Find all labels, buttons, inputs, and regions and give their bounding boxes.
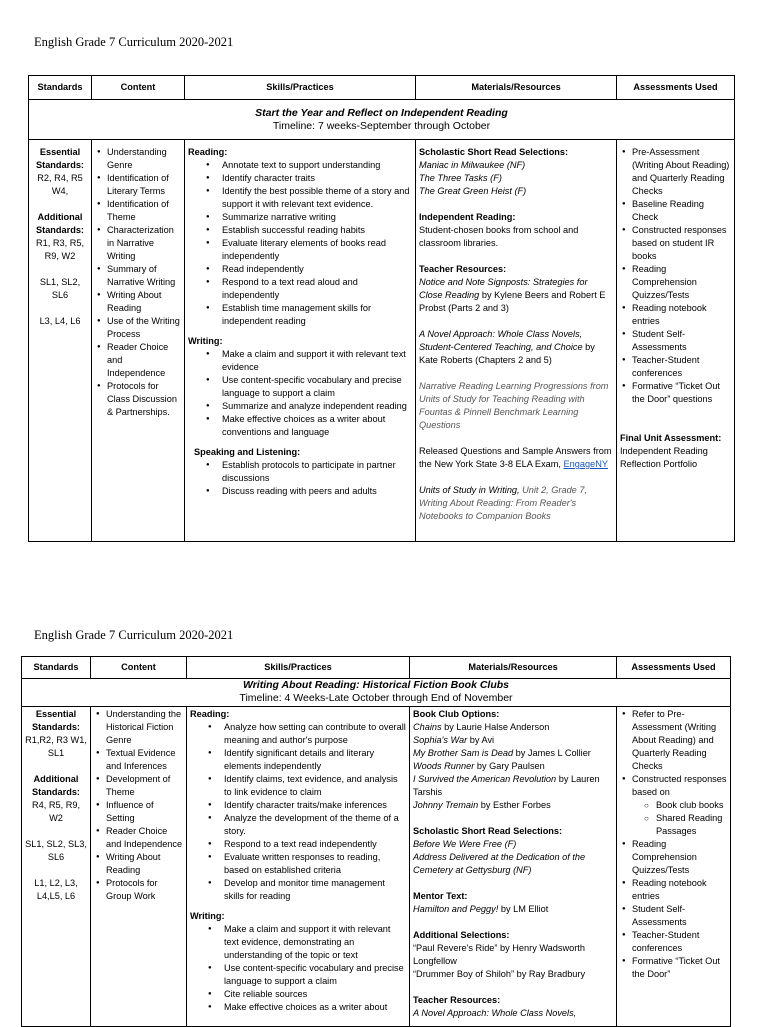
header-assessments: Assessments Used	[617, 657, 731, 679]
content-item: ● Characterization in Narrative Writing	[107, 224, 181, 263]
book-title: Chains	[413, 722, 442, 732]
content-item: ● Understanding the Historical Fiction Genre	[106, 708, 183, 747]
units-study-subtitle: Writing About Reading: From Reader's Notebooks to Companion Books	[419, 498, 577, 521]
book-title: I Survived the American Revolution	[413, 774, 557, 784]
unit-header	[29, 100, 735, 140]
materials-cell	[410, 707, 617, 1027]
skills-cell	[187, 707, 410, 1027]
teacher-resource	[419, 276, 613, 315]
additional-selections-label: Additional Selections:	[413, 930, 510, 940]
book-title: My Brother Sam is Dead	[413, 748, 514, 758]
reading-label: Reading:	[190, 709, 230, 719]
book-title: Johnny Tremain	[413, 800, 479, 810]
curriculum-table-2	[21, 656, 731, 1027]
assessment-item: ● Constructed responses based on student IR books	[632, 224, 731, 263]
header-standards: Standards	[22, 657, 91, 679]
assessment-item: ● Student Self-Assessments	[632, 328, 731, 354]
unit-title: Writing About Reading: Historical Fiction Book Clubs	[243, 679, 509, 691]
resource-author: by Kylene Beers and Robert E Probst (Parts 2 and 3)	[419, 290, 606, 313]
skill-item: ● Analyze the development of the theme of a story.	[224, 812, 406, 838]
skill-item: ● Identify character traits	[222, 172, 412, 185]
skill-item: ● Use content-specific vocabulary and precise language to support a claim	[224, 962, 406, 988]
header-assessments: Assessments Used	[617, 76, 735, 100]
assessment-subitem: ○ Shared Reading Passages	[656, 812, 727, 838]
content-item: ● Reader Choice and Independence	[107, 341, 181, 380]
skill-item: ● Cite reliable sources	[224, 988, 406, 1001]
book-author: by Avi	[467, 735, 495, 745]
essential-standards: R2, R4, R5 W4,	[37, 173, 83, 196]
unit-header	[22, 679, 731, 707]
short-read-label: Scholastic Short Read Selections:	[419, 147, 569, 157]
essential-standards: R1,R2, R3 W1, SL1	[25, 735, 87, 758]
writing-label: Writing:	[188, 336, 223, 346]
content-item: ● Influence of Setting	[106, 799, 183, 825]
additional-standards: R4, R5, R9, W2	[32, 800, 80, 823]
engageny-link[interactable]: EngageNY	[563, 459, 608, 469]
l-standards: L3, L4, L6	[39, 316, 81, 326]
skill-item: ● Identify character traits/make inferences	[224, 799, 406, 812]
skill-item: ● Annotate text to support understanding	[222, 159, 412, 172]
standards-cell	[22, 707, 91, 1027]
skills-cell	[185, 140, 416, 542]
skill-item: ● Establish protocols to participate in partner discussions	[222, 459, 412, 485]
assessment-item: ● Baseline Reading Check	[632, 198, 731, 224]
assessment-item: ● Student Self-Assessments	[632, 903, 727, 929]
assessment-item: ● Refer to Pre-Assessment (Writing About Reading) and Quarterly Reading Checks	[632, 708, 727, 773]
skill-item: ● Summarize and analyze independent reading	[222, 400, 412, 413]
skill-item: ● Make a claim and support it with relevant text evidence, demonstrating an understanding of the topic or text	[224, 923, 406, 962]
book-author: by Esther Forbes	[478, 800, 551, 810]
content-item: ● Writing About Reading	[107, 289, 181, 315]
doc-title-1: English Grade 7 Curriculum 2020-2021	[34, 35, 234, 49]
writing-label: Writing:	[190, 911, 225, 921]
released-text: Released Questions and Sample Answers from the New York State 3-8 ELA Exam,	[419, 446, 612, 469]
resource-title: A Novel Approach: Whole Class Novels, Student-Centered Teaching, and Choice	[419, 329, 583, 352]
skill-item: ● Evaluate written responses to reading, based on established criteria	[224, 851, 406, 877]
book-club-item	[413, 747, 613, 760]
assessment-item: ● Reading Comprehension Quizzes/Tests	[632, 263, 731, 302]
skill-item: ● Use content-specific vocabulary and precise language to support a claim	[222, 374, 412, 400]
mentor-author: by LM Elliot	[498, 904, 549, 914]
units-study-unit: Unit 2, Grade 7,	[519, 485, 588, 495]
book-title: Sophia's War	[413, 735, 468, 745]
skill-item: ● Respond to a text read independently	[224, 838, 406, 851]
unit-timeline: Timeline: 4 Weeks-Late October through End of November	[239, 692, 513, 704]
sl-standards: SL1, SL2, SL6	[39, 277, 81, 300]
units-of-study	[419, 484, 613, 523]
content-item: ● Protocols for Class Discussion & Partnerships.	[107, 380, 181, 419]
short-read-item: The Great Green Heist (F)	[419, 186, 527, 196]
assessment-item: ● Reading notebook entries	[632, 302, 731, 328]
assessments-cell	[617, 707, 731, 1027]
book-club-item	[413, 799, 613, 812]
unit-title: Start the Year and Reflect on Independent Reading	[255, 106, 508, 119]
progressions-text: Narrative Reading Learning Progressions from Units of Study for Teaching Reading with Fountas & Pinnell Benchmark Learning Questions	[419, 381, 609, 430]
sl-standards: SL1, SL2, SL3, SL6	[25, 839, 87, 862]
skill-item: ● Establish time management skills for independent reading	[222, 302, 412, 328]
content-item: ● Use of the Writing Process	[107, 315, 181, 341]
content-cell	[92, 140, 185, 542]
teacher-resource: A Novel Approach: Whole Class Novels,	[413, 1008, 577, 1018]
doc-title-2: English Grade 7 Curriculum 2020-2021	[34, 628, 234, 642]
book-club-item	[413, 734, 613, 747]
content-item: ● Understanding Genre	[107, 146, 181, 172]
book-club-item	[413, 760, 613, 773]
skill-item: ● Evaluate literary elements of books read independently	[222, 237, 412, 263]
assessment-text: Constructed responses based on	[632, 774, 727, 797]
skill-item: ● Make effective choices as a writer about	[224, 1001, 406, 1014]
book-club-item	[413, 721, 613, 734]
teacher-label: Teacher Resources:	[413, 995, 501, 1005]
short-read-label: Scholastic Short Read Selections:	[413, 826, 563, 836]
l-standards: L1, L2, L3, L4,L5, L6	[34, 878, 78, 901]
assessment-item: ● Pre-Assessment (Writing About Reading) and Quarterly Reading Checks	[632, 146, 731, 198]
mentor-title: Hamilton and Peggy!	[413, 904, 499, 914]
book-author: by Lauren Tarshis	[413, 774, 600, 797]
content-item: ● Textual Evidence and Inferences	[106, 747, 183, 773]
reading-label: Reading:	[188, 147, 228, 157]
skill-item: ● Respond to a text read aloud and independently	[222, 276, 412, 302]
assessment-item: ● Teacher-Student conferences	[632, 354, 731, 380]
assessment-item: ● Formative “Ticket Out the Door” questions	[632, 380, 731, 406]
skill-item: ● Discuss reading with peers and adults	[222, 485, 412, 498]
content-item: ● Identification of Theme	[107, 198, 181, 224]
header-skills: Skills/Practices	[187, 657, 410, 679]
content-item: ● Summary of Narrative Writing	[107, 263, 181, 289]
skill-item: ● Make a claim and support it with relevant text evidence	[222, 348, 412, 374]
book-club-item	[413, 773, 613, 799]
additional-selection: “Drummer Boy of Shiloh” by Ray Bradbury	[413, 969, 586, 979]
short-read-item: Address Delivered at the Dedication of the Cemetery at Gettysburg (NF)	[413, 852, 586, 875]
assessment-item: ● Reading Comprehension Quizzes/Tests	[632, 838, 727, 877]
independent-label: Independent Reading:	[419, 212, 516, 222]
short-read-item: The Three Tasks (F)	[419, 173, 502, 183]
materials-cell	[416, 140, 617, 542]
book-title: Woods Runner	[413, 761, 475, 771]
header-content: Content	[91, 657, 187, 679]
header-skills: Skills/Practices	[185, 76, 416, 100]
additional-selection: “Paul Revere's Ride” by Henry Wadsworth Longfellow	[413, 943, 585, 966]
unit-timeline: Timeline: 7 weeks-September through October	[272, 119, 491, 132]
content-item: ● Writing About Reading	[106, 851, 183, 877]
content-item: ● Identification of Literary Terms	[107, 172, 181, 198]
skill-item: ● Identify the best possible theme of a story and support it with relevant text evidence.	[222, 185, 412, 211]
content-item: ● Protocols for Group Work	[106, 877, 183, 903]
assessment-item: ● Formative “Ticket Out the Door”	[632, 955, 727, 981]
mentor-text	[413, 903, 613, 916]
skill-item: ● Summarize narrative writing	[222, 211, 412, 224]
header-content: Content	[92, 76, 185, 100]
skill-item: ● Analyze how setting can contribute to overall meaning and author's purpose	[224, 721, 406, 747]
final-assessment-text: Independent Reading Reflection Portfolio	[620, 446, 708, 469]
short-read-item: Maniac in Milwaukee (NF)	[419, 160, 526, 170]
skill-item: ● Identify claims, text evidence, and analysis to link evidence to claim	[224, 773, 406, 799]
teacher-label: Teacher Resources:	[419, 264, 507, 274]
assessment-item: ● Teacher-Student conferences	[632, 929, 727, 955]
additional-label: Additional Standards:	[36, 212, 84, 235]
assessments-cell	[617, 140, 735, 542]
skill-item: ● Develop and monitor time management skills for reading	[224, 877, 406, 903]
assessment-subitem: ○ Book club books	[656, 799, 727, 812]
content-item: ● Development of Theme	[106, 773, 183, 799]
units-study-title: Units of Study in Writing,	[419, 485, 520, 495]
content-item: ● Reader Choice and Independence	[106, 825, 183, 851]
book-author: by Laurie Halse Anderson	[441, 722, 550, 732]
curriculum-table-1	[28, 75, 735, 542]
header-materials: Materials/Resources	[416, 76, 617, 100]
essential-label: Essential Standards:	[32, 709, 80, 732]
short-read-item: Before We Were Free (F)	[413, 839, 517, 849]
skill-item: ● Read independently	[222, 263, 412, 276]
skill-item: ● Identify significant details and literary elements independently	[224, 747, 406, 773]
mentor-label: Mentor Text:	[413, 891, 468, 901]
teacher-resource	[419, 328, 613, 367]
header-materials: Materials/Resources	[410, 657, 617, 679]
book-club-label: Book Club Options:	[413, 709, 500, 719]
additional-label: Additional Standards:	[32, 774, 80, 797]
additional-standards: R1, R3, R5, R9, W2	[36, 238, 84, 261]
book-author: by Gary Paulsen	[474, 761, 545, 771]
standards-cell	[29, 140, 92, 542]
book-author: by James L Collier	[513, 748, 591, 758]
final-assessment-label: Final Unit Assessment:	[620, 433, 722, 443]
independent-text: Student-chosen books from school and classroom libraries.	[419, 225, 579, 248]
content-cell	[91, 707, 187, 1027]
header-standards: Standards	[29, 76, 92, 100]
released-questions	[419, 445, 613, 471]
skill-item: ● Make effective choices as a writer about conventions and language	[222, 413, 412, 439]
resource-author: by Kate Roberts (Chapters 2 and 5)	[419, 342, 595, 365]
assessment-item	[632, 773, 727, 838]
speaking-label: Speaking and Listening:	[194, 447, 301, 457]
assessment-item: ● Reading notebook entries	[632, 877, 727, 903]
essential-label: Essential Standards:	[36, 147, 84, 170]
skill-item: ● Establish successful reading habits	[222, 224, 412, 237]
resource-title: Notice and Note Signposts: Strategies for Close Reading	[419, 277, 588, 300]
